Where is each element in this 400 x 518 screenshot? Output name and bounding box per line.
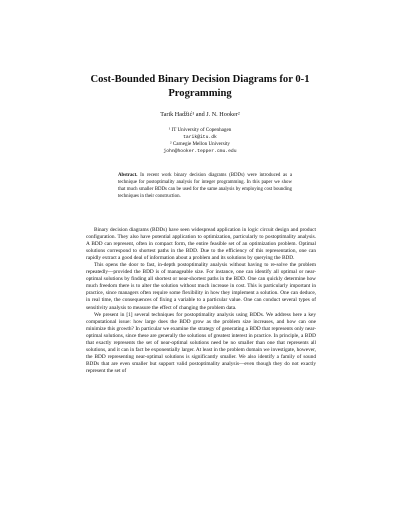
affiliation-1: ¹ IT University of Copenhagen [168,127,232,133]
affiliations [60,127,340,155]
paragraph-2: This opens the door to fast, in-depth postoptimality analysis without having to re-solve the problem repeatedly—provided the BDD is of manageable size. For instance, one can identify all optimal or near-optimal solutions by finding all shortest or near-shortest paths in the BDD. One can quickly determine how much freedom there is to alter the solution without much increase in cost. This is particularly important in practice, since managers often require some flexibility in how they implement a solution. One can deduce, in real time, the consequences of fixing a variable to a particular value. One can conduct several types of sensitivity analysis to measure the effect of changing the problem data. [86,262,316,311]
affiliation-2: ² Carnegie Mellon University [170,141,230,147]
abstract [118,172,292,200]
email-1: tarik@itu.dk [183,135,217,140]
paragraph-3: We present in [1] several techniques for postoptimality analysis using BDDs. We address here a key computational issue: how large does the BDD grow as the problem size increases, and how can one minimize this growth? In particular we examine the strategy of generating a BDD that represents only near-optimal solutions, since these are generally the solutions of greatest interest in practice. In principle, a BDD that exactly represents the set of near-optimal solutions need be no smaller than one that represents all solutions, and it can in fact be exponentially larger. At least in the problem domain we investigate, however, the BDD representing near-optimal solutions is significantly smaller. We also identify a family of sound BDDs that are even smaller but support valid postoptimality analysis—even though they do not exactly represent the set of [86,311,316,374]
abstract-text: In recent work binary decision diagrams (BDDs) were introduced as a technique for postoptimality analysis for integer programming. In this paper we show that much smaller BDDs can be used for the same analysis by employing cost bounding techniques in their construction. [118,173,292,200]
paper-title: Cost-Bounded Binary Decision Diagrams for 0-1 Programming [90,74,310,99]
author-line: Tarik Hadžić¹ and J. N. Hooker² [160,111,240,118]
body-text [86,227,316,375]
abstract-label: Abstract. [118,173,138,178]
email-2: john@hooker.tepper.cmu.edu [163,149,237,154]
paragraph-1: Binary decision diagrams (BDDs) have seen widespread application in logic circuit design and product configuration. They also have potential application to optimization, particularly to postoptimality analysis. A BDD can represent, often in compact form, the entire feasible set of an optimization problem. Optimal solutions correspond to shortest paths in the BDD. Due to the efficiency of this representation, one can rapidly extract a good deal of information about a problem and its solutions by querying the BDD. [86,227,316,262]
